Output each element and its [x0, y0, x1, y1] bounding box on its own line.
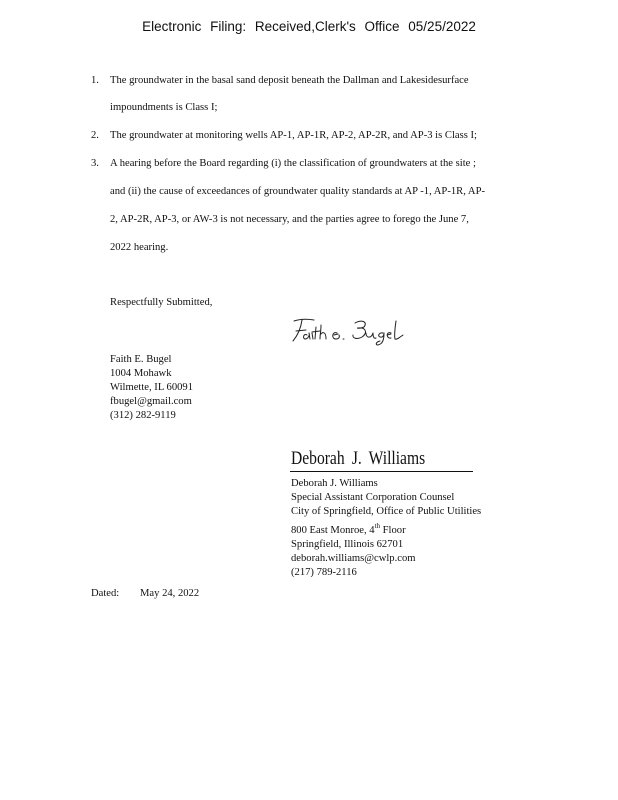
faith-phone: (312) 282-9119: [110, 410, 176, 421]
faith-contact-block: [110, 353, 193, 423]
deborah-street-main: 800 East Monroe, 4: [291, 525, 375, 536]
list-item-line: The groundwater at monitoring wells AP-1, AP-1R, AP-2, AP-2R, and AP-3 is Class I;: [110, 130, 477, 141]
list-item-number: 2.: [91, 130, 99, 141]
faith-street: 1004 Mohawk: [110, 368, 172, 379]
deborah-street-end: Floor: [380, 525, 406, 536]
list-item-line: impoundments is Class I;: [110, 102, 218, 113]
deborah-city: Springfield, Illinois 62701: [291, 539, 404, 550]
list-item-number: 3.: [91, 158, 99, 169]
list-item-line: A hearing before the Board regarding (i) the classification of groundwaters at the site ;: [110, 158, 476, 169]
signature-line: [290, 471, 473, 472]
deborah-street: [291, 519, 481, 538]
dated-value: May 24, 2022: [140, 588, 200, 599]
list-item-line: The groundwater in the basal sand deposit beneath the Dallman and Lakesidesurface: [110, 75, 469, 86]
deborah-name: Deborah J. Williams: [291, 478, 378, 489]
faith-email: fbugel@gmail.com: [110, 396, 192, 407]
deborah-phone: (217) 789-2116: [291, 567, 357, 578]
faith-city: Wilmette, IL 60091: [110, 382, 194, 393]
deborah-contact-block: [291, 477, 481, 580]
faith-name: Faith E. Bugel: [110, 354, 172, 365]
faith-signature: [290, 313, 420, 347]
deborah-office: City of Springfield, Office of Public Utilities: [291, 506, 482, 517]
filing-header: Electronic Filing: Received,Clerk's Office 05/25/2022: [142, 19, 476, 34]
list-item-line: and (ii) the cause of exceedances of groundwater quality standards at AP -1, AP-1R, AP-: [110, 186, 485, 197]
list-item-line: 2022 hearing.: [110, 242, 169, 253]
list-item-number: 1.: [91, 75, 99, 86]
deborah-title: Special Assistant Corporation Counsel: [291, 492, 455, 503]
closing: Respectfully Submitted,: [110, 297, 213, 308]
dated-label: Dated:: [91, 588, 120, 599]
deborah-signature: Deborah J. Williams: [291, 448, 426, 469]
deborah-email: deborah.williams@cwlp.com: [291, 553, 416, 564]
list-item-line: 2, AP-2R, AP-3, or AW-3 is not necessary, and the parties agree to forego the June 7,: [110, 214, 469, 225]
deborah-street-sup: th: [374, 522, 381, 530]
